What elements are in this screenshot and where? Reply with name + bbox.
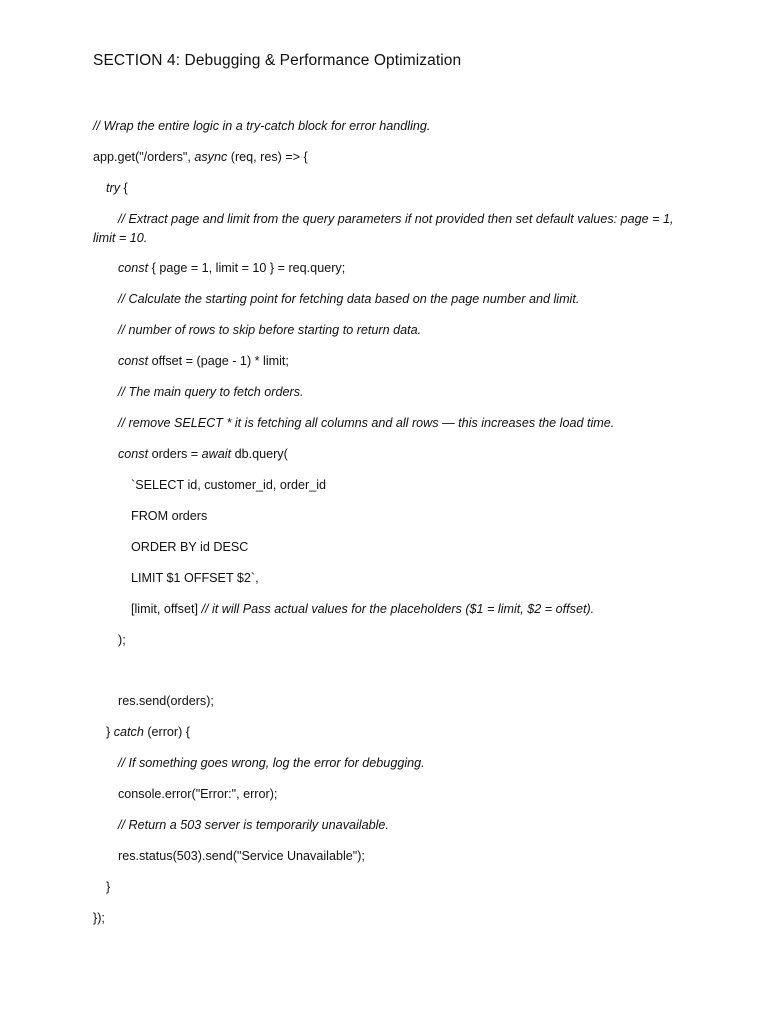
code-text: app.get("/orders",	[93, 150, 195, 164]
code-line: FROM orders	[131, 509, 208, 523]
code-block	[93, 0, 683, 1024]
code-comment: // Extract page and limit from the query parameters if not provided then set default values: page = 1, limit = 10.	[93, 212, 674, 245]
code-comment: // remove SELECT * it is fetching all columns and all rows — this increases the load time.	[118, 416, 615, 430]
code-comment: // Calculate the starting point for fetching data based on the page number and limit.	[118, 292, 580, 306]
code-keyword: const	[118, 354, 149, 368]
code-keyword: await	[201, 447, 232, 461]
code-line: res.send(orders);	[118, 694, 214, 708]
code-text: (req, res) => {	[227, 150, 308, 164]
code-text: }	[106, 725, 114, 739]
code-comment: // number of rows to skip before starting to return data.	[118, 323, 422, 337]
code-comment: // Return a 503 server is temporarily unavailable.	[118, 818, 389, 832]
code-keyword: try	[106, 181, 120, 195]
code-text: (error) {	[143, 725, 191, 739]
code-keyword: catch	[113, 725, 144, 739]
code-line	[118, 352, 289, 371]
code-text: offset = (page - 1) * limit;	[148, 354, 289, 368]
code-comment: // The main query to fetch orders.	[118, 385, 304, 399]
code-text: [limit, offset]	[131, 602, 202, 616]
code-comment: // it will Pass actual values for the placeholders ($1 = limit, $2 = offset).	[201, 602, 595, 616]
code-line: LIMIT $1 OFFSET $2`,	[131, 571, 259, 585]
code-line	[118, 259, 345, 278]
code-line: res.status(503).send("Service Unavailable");	[118, 849, 365, 863]
code-comment: // If something goes wrong, log the error for debugging.	[118, 756, 425, 770]
code-keyword: async	[194, 150, 228, 164]
code-keyword: const	[118, 447, 149, 461]
code-line	[106, 723, 190, 742]
code-text: orders =	[148, 447, 202, 461]
code-line: }	[106, 880, 111, 894]
code-line	[93, 148, 308, 167]
code-comment: // Wrap the entire logic in a try-catch block for error handling.	[93, 119, 431, 133]
code-line: );	[118, 633, 126, 647]
code-keyword: const	[118, 261, 149, 275]
code-line	[106, 179, 128, 198]
code-text: db.query(	[231, 447, 288, 461]
code-line	[118, 445, 288, 464]
code-line: `SELECT id, customer_id, order_id	[131, 478, 327, 492]
code-text: { page = 1, limit = 10 } = req.query;	[148, 261, 346, 275]
code-line: ORDER BY id DESC	[131, 540, 249, 554]
code-text: {	[120, 181, 128, 195]
code-line: console.error("Error:", error);	[118, 787, 278, 801]
code-line	[131, 600, 594, 619]
code-line: });	[93, 911, 105, 925]
section-title: SECTION 4: Debugging & Performance Optimization	[93, 52, 462, 69]
